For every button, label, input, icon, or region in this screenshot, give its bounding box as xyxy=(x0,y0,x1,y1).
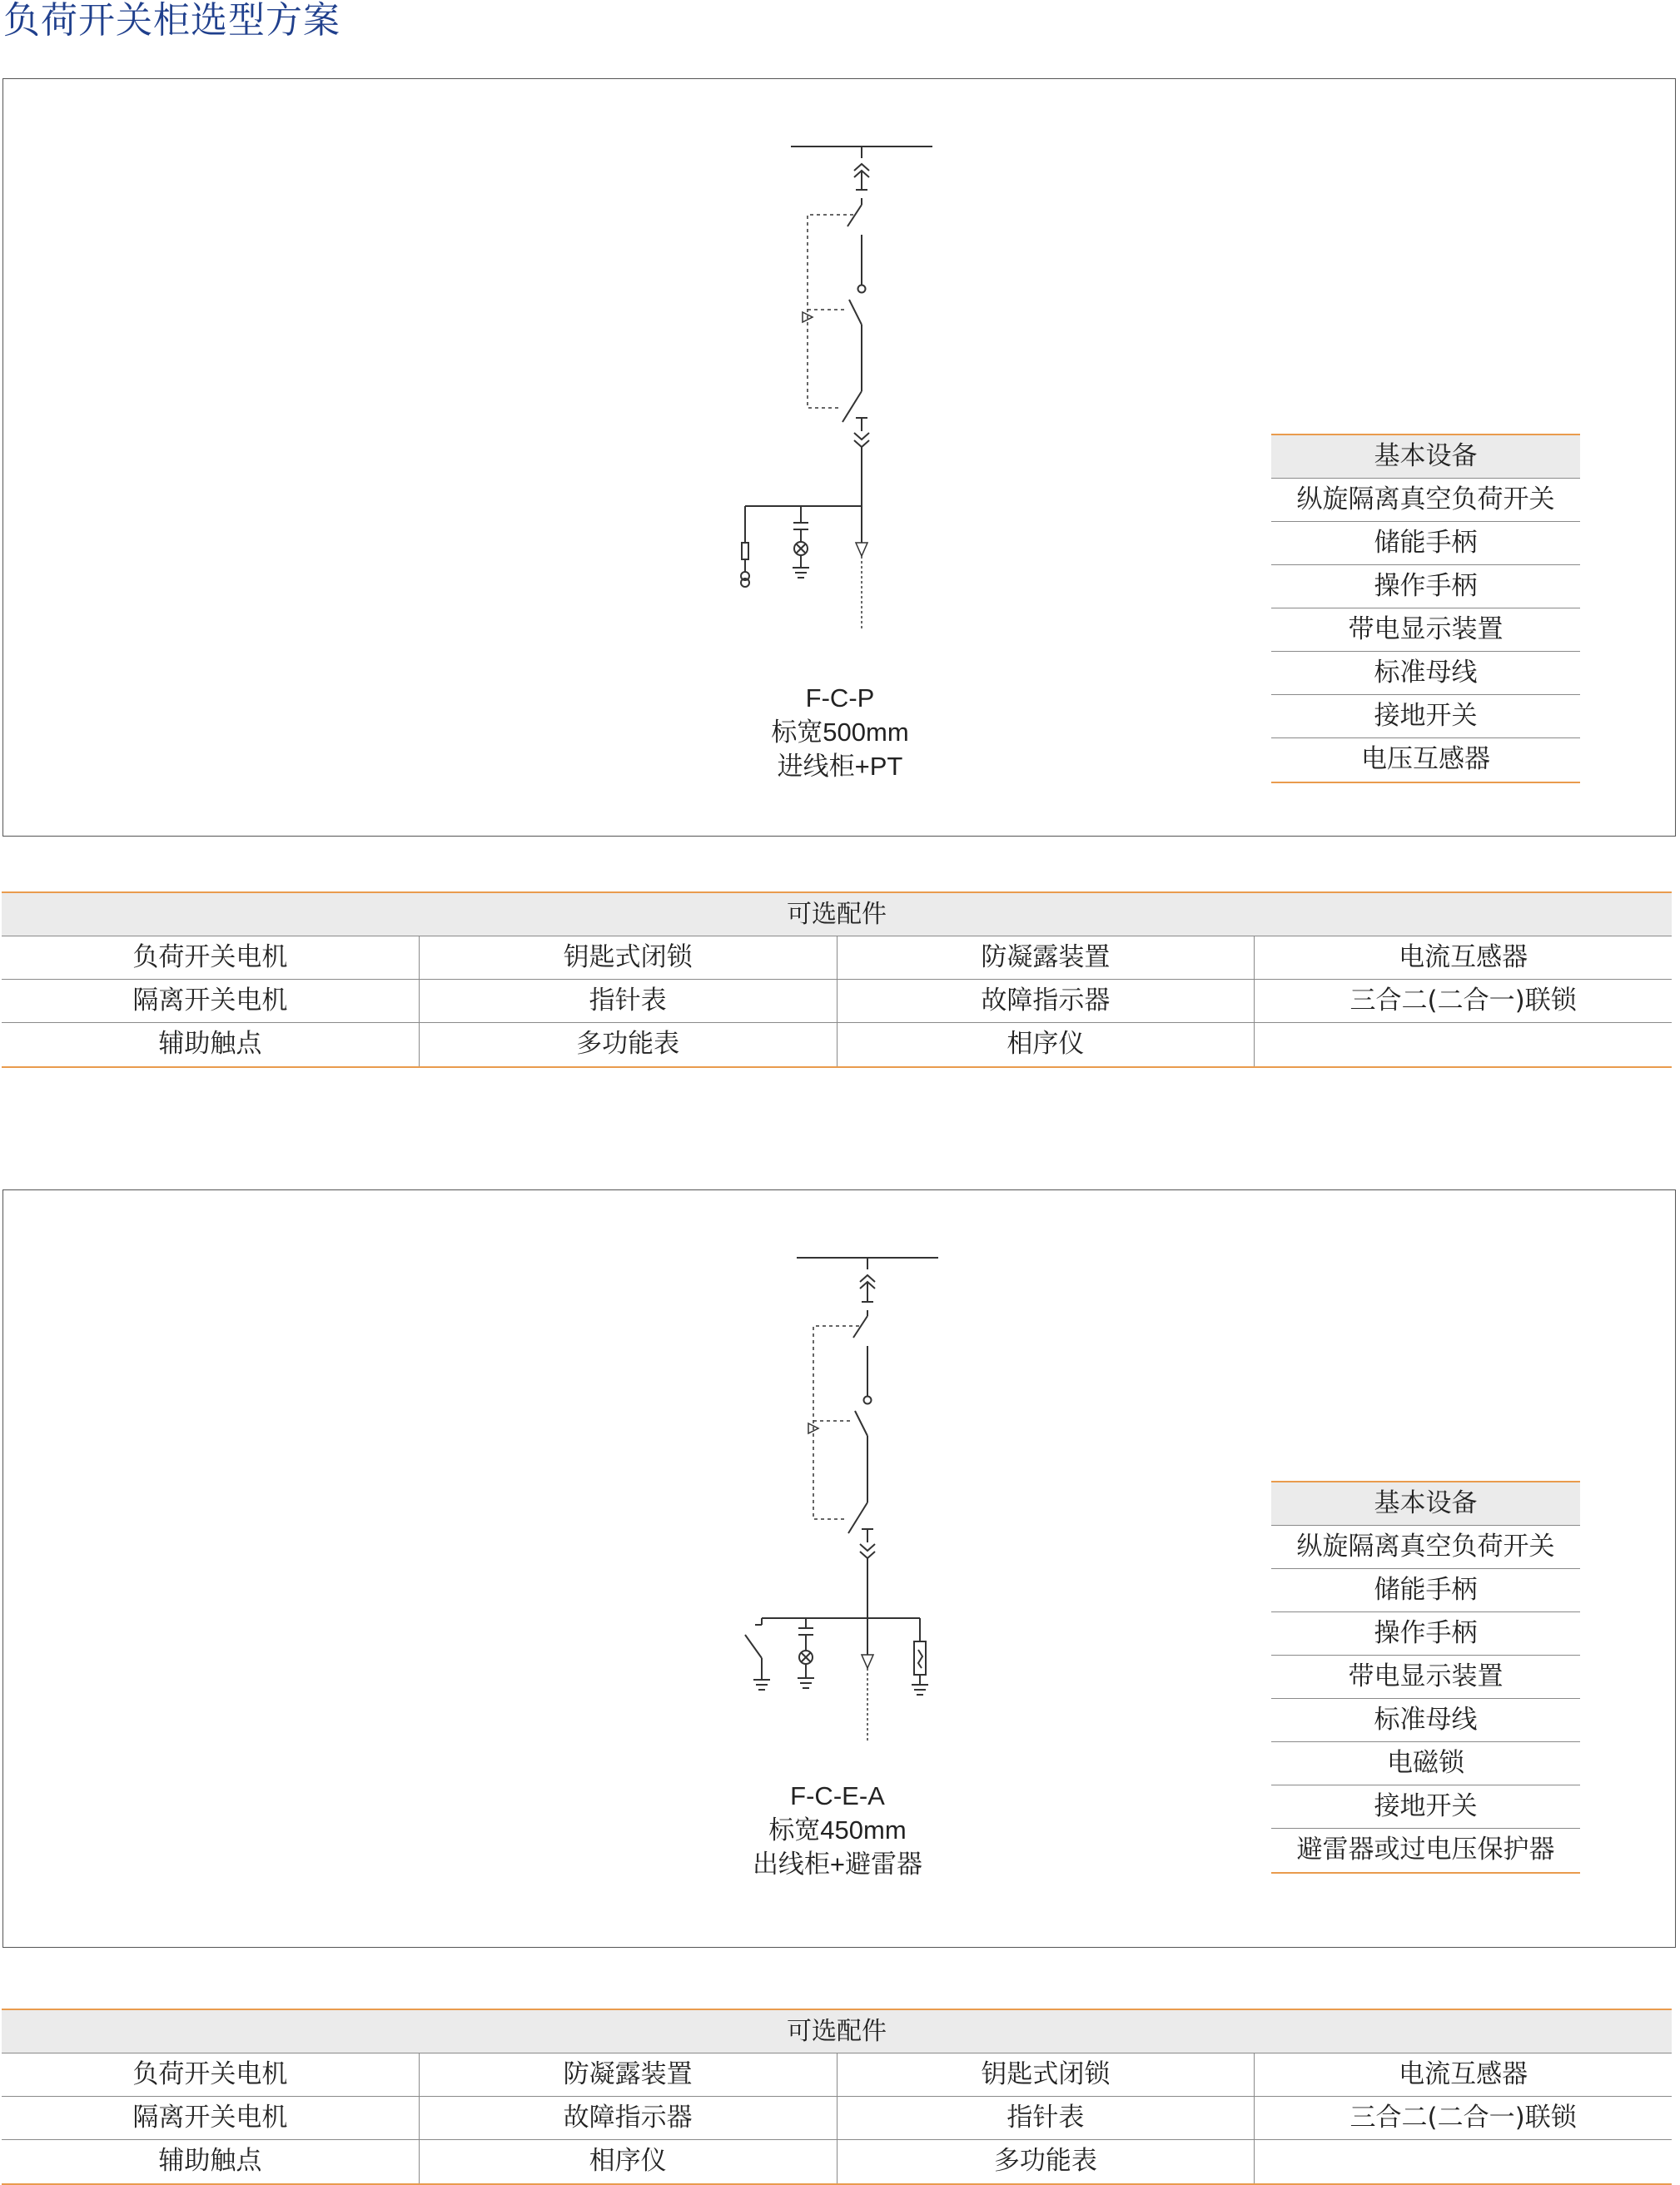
equipment-item: 标准母线 xyxy=(1271,652,1580,695)
table-cell: 防凝露装置 xyxy=(420,2053,838,2096)
table-cell: 钥匙式闭锁 xyxy=(838,2053,1255,2096)
table-cell: 相序仪 xyxy=(838,1023,1255,1066)
scheme-type: 出线柜+避雷器 xyxy=(752,1850,923,1879)
table-cell: 电流互感器 xyxy=(1399,2059,1528,2089)
scheme-width: 标宽500mm xyxy=(771,718,909,747)
table-cell: 相序仪 xyxy=(420,2140,838,2183)
equipment-item: 储能手柄 xyxy=(1271,522,1580,565)
equipment-item: 储能手柄 xyxy=(1271,1569,1580,1612)
equipment-item: 带电显示装置 xyxy=(1271,1656,1580,1699)
equipment-item: 接地开关 xyxy=(1271,1785,1580,1829)
table-row xyxy=(2,2140,1672,2183)
table-cell: 负荷开关电机 xyxy=(2,936,420,979)
table-cell: 三合二(二合一)联锁 xyxy=(1349,2103,1577,2133)
table-cell: 防凝露装置 xyxy=(838,936,1255,979)
page-title: 负荷开关柜选型方案 xyxy=(3,0,340,42)
table-cell: 指针表 xyxy=(838,2097,1255,2139)
equipment-item: 纵旋隔离真空负荷开关 xyxy=(1271,479,1580,522)
equipment-item: 纵旋隔离真空负荷开关 xyxy=(1271,1526,1580,1569)
table-cell: 辅助触点 xyxy=(2,2140,420,2183)
table-cell xyxy=(1255,2140,1672,2183)
basic-equipment-header: 基本设备 xyxy=(1271,1482,1580,1526)
table-row xyxy=(2,2097,1672,2140)
equipment-item: 电磁锁 xyxy=(1271,1742,1580,1785)
optional-accessories-header: 可选配件 xyxy=(2,2010,1672,2053)
optional-accessories-table-2 xyxy=(2,2009,1672,2185)
table-cell: 隔离开关电机 xyxy=(2,980,420,1022)
table-cell: 指针表 xyxy=(420,980,838,1022)
equipment-item: 操作手柄 xyxy=(1271,565,1580,608)
equipment-item: 避雷器或过电压保护器 xyxy=(1296,1835,1555,1865)
scheme-width: 标宽450mm xyxy=(768,1815,907,1845)
equipment-item: 标准母线 xyxy=(1271,1699,1580,1742)
table-cell: 故障指示器 xyxy=(420,2097,838,2139)
table-cell: 多功能表 xyxy=(838,2140,1255,2183)
table-cell: 电流互感器 xyxy=(1399,942,1528,972)
table-cell: 钥匙式闭锁 xyxy=(420,936,838,979)
table-cell: 三合二(二合一)联锁 xyxy=(1349,986,1577,1016)
scheme-code: F-C-P xyxy=(805,683,875,713)
equipment-item: 带电显示装置 xyxy=(1271,608,1580,652)
table-cell: 辅助触点 xyxy=(2,1023,420,1066)
equipment-item: 电压互感器 xyxy=(1361,744,1490,774)
table-cell: 多功能表 xyxy=(420,1023,838,1066)
table-cell: 负荷开关电机 xyxy=(2,2053,420,2096)
equipment-item: 操作手柄 xyxy=(1271,1612,1580,1656)
basic-equipment-header: 基本设备 xyxy=(1271,435,1580,479)
scheme-type: 进线柜+PT xyxy=(777,752,903,781)
table-cell: 故障指示器 xyxy=(838,980,1255,1022)
scheme-code: F-C-E-A xyxy=(790,1781,885,1810)
optional-accessories-header: 可选配件 xyxy=(2,893,1672,936)
scheme-caption-2 xyxy=(713,1779,962,1881)
basic-equipment-table-2 xyxy=(1271,1481,1580,1874)
equipment-item: 接地开关 xyxy=(1271,695,1580,738)
table-row xyxy=(2,2053,1672,2097)
table-cell: 隔离开关电机 xyxy=(2,2097,420,2139)
